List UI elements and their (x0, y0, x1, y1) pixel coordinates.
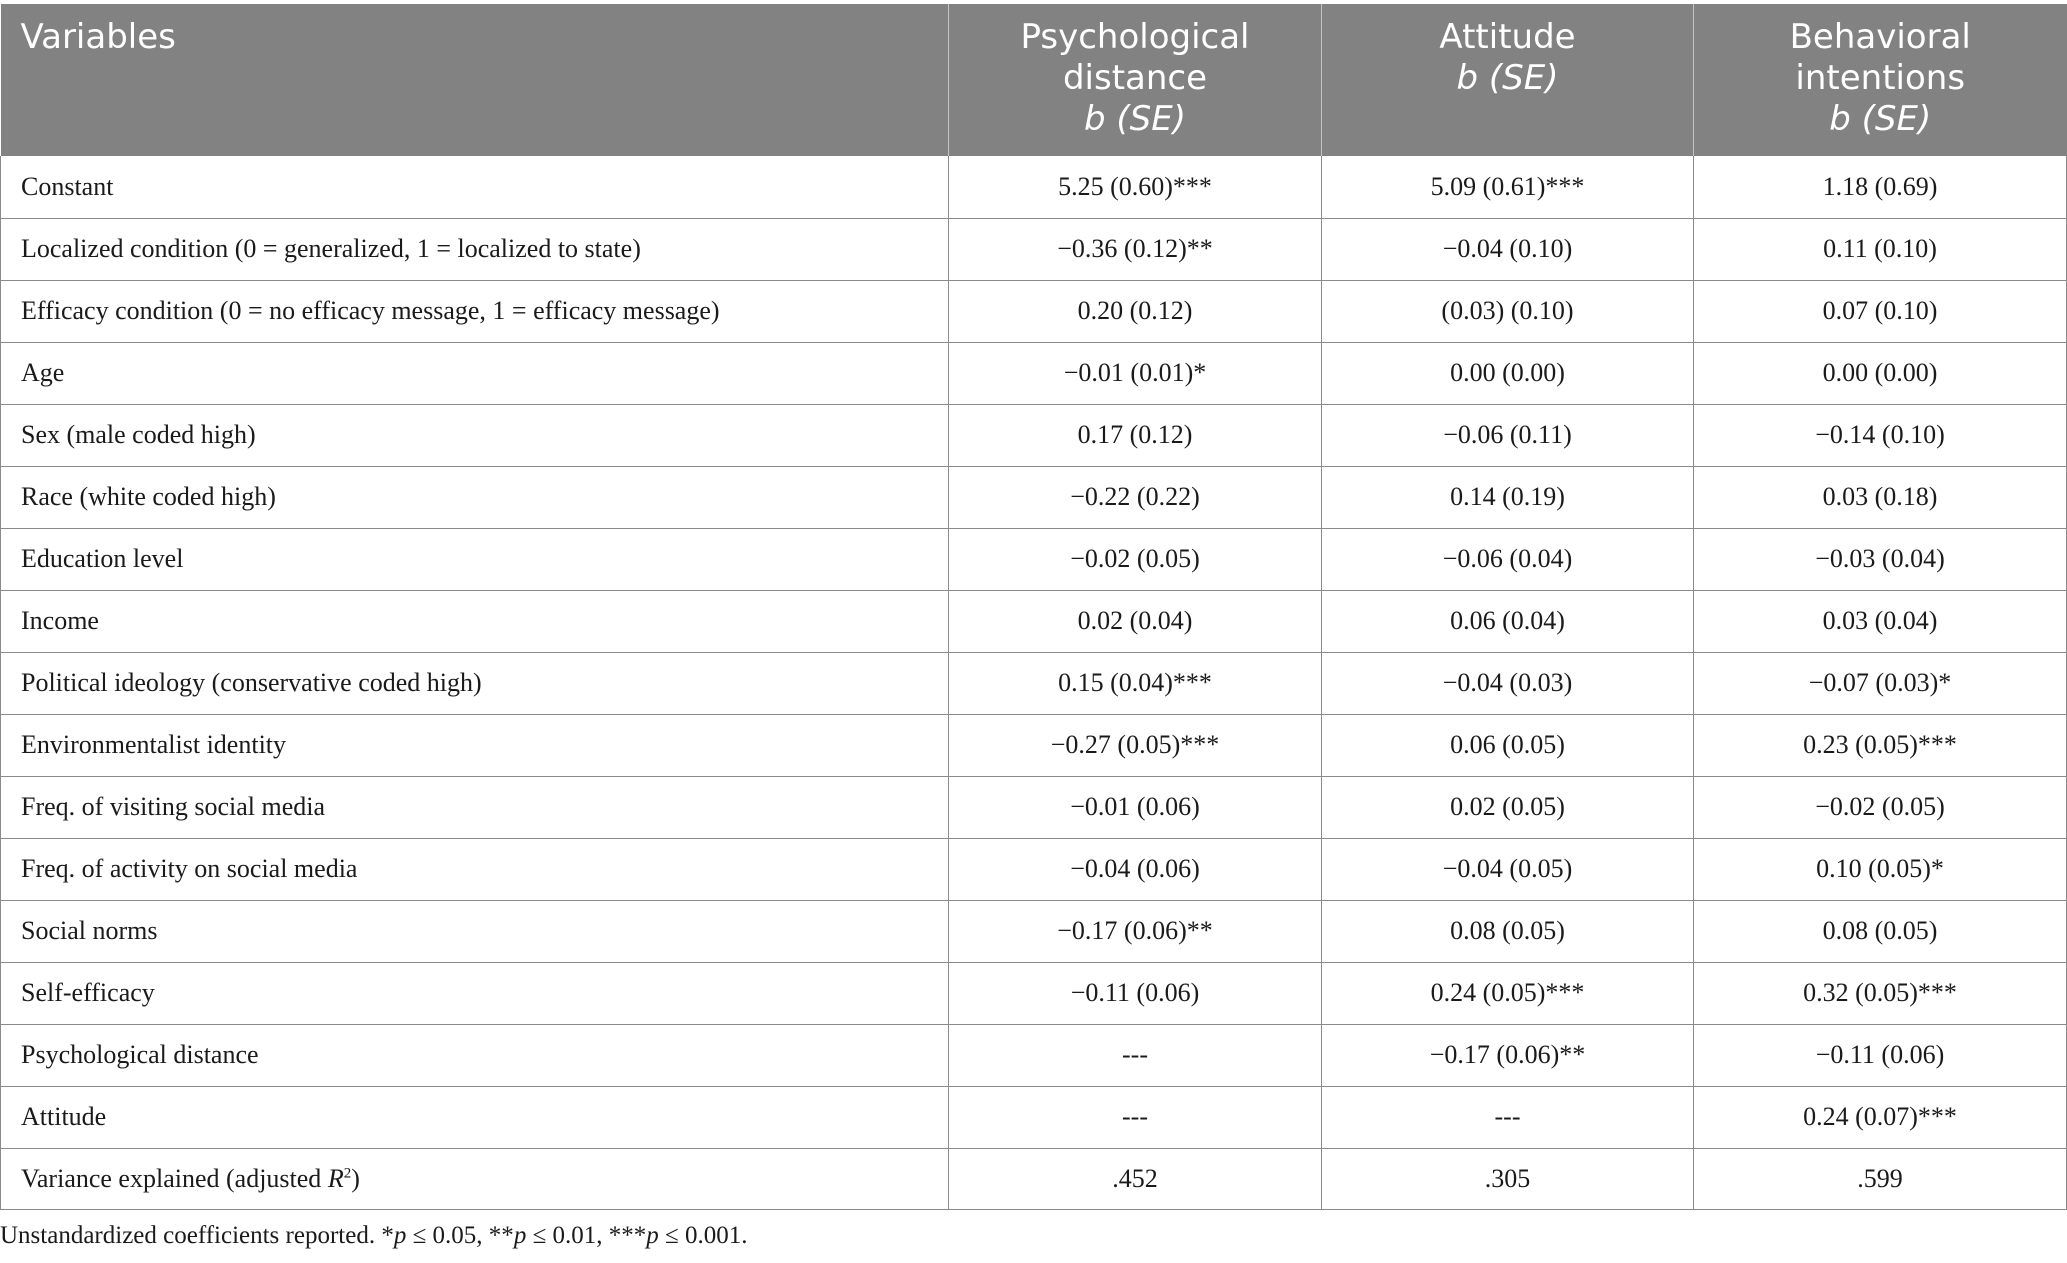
cell-behavioral-intentions: 1.18 (0.69) (1694, 156, 2067, 218)
footnote-text: ≤ 0.05, ** (406, 1222, 514, 1249)
cell-behavioral-intentions: 0.07 (0.10) (1694, 280, 2067, 342)
row-label: Race (white coded high) (1, 466, 949, 528)
table-row (1, 900, 2067, 962)
cell-psychological-distance: −0.01 (0.06) (949, 776, 1322, 838)
cell-attitude: −0.04 (0.05) (1322, 838, 1694, 900)
header-col-stat: b (SE) (1084, 99, 1186, 139)
cell-behavioral-intentions: 0.03 (0.04) (1694, 590, 2067, 652)
cell-attitude: .305 (1322, 1148, 1694, 1209)
cell-attitude: −0.17 (0.06)** (1322, 1024, 1694, 1086)
cell-behavioral-intentions: 0.03 (0.18) (1694, 466, 2067, 528)
cell-attitude: 0.06 (0.05) (1322, 714, 1694, 776)
table-row (1, 466, 2067, 528)
header-attitude (1322, 4, 1694, 156)
row-label: Sex (male coded high) (1, 404, 949, 466)
label-suffix: ) (351, 1163, 360, 1193)
label-r: R (327, 1163, 344, 1193)
table-footnote (0, 1222, 748, 1250)
row-label: Localized condition (0 = generalized, 1 = localized to state) (1, 218, 949, 280)
cell-attitude: −0.04 (0.03) (1322, 652, 1694, 714)
table-row (1, 652, 2067, 714)
row-label: Freq. of activity on social media (1, 838, 949, 900)
table-row (1, 218, 2067, 280)
cell-behavioral-intentions: 0.00 (0.00) (1694, 342, 2067, 404)
cell-attitude: 0.00 (0.00) (1322, 342, 1694, 404)
cell-psychological-distance: .452 (949, 1148, 1322, 1209)
cell-psychological-distance: −0.22 (0.22) (949, 466, 1322, 528)
table-row (1, 404, 2067, 466)
table-row (1, 156, 2067, 218)
cell-attitude: 0.24 (0.05)*** (1322, 962, 1694, 1024)
table-row (1, 962, 2067, 1024)
row-label: Social norms (1, 900, 949, 962)
cell-psychological-distance: −0.02 (0.05) (949, 528, 1322, 590)
row-label: Self-efficacy (1, 962, 949, 1024)
cell-behavioral-intentions: 0.08 (0.05) (1694, 900, 2067, 962)
header-col-name: Behavioral intentions (1789, 17, 1971, 98)
footnote-text: ≤ 0.001. (658, 1222, 748, 1249)
cell-psychological-distance: 5.25 (0.60)*** (949, 156, 1322, 218)
cell-psychological-distance: −0.36 (0.12)** (949, 218, 1322, 280)
table-row (1, 1086, 2067, 1148)
cell-psychological-distance: --- (949, 1086, 1322, 1148)
cell-attitude: 0.14 (0.19) (1322, 466, 1694, 528)
footnote-text: ≤ 0.01, *** (526, 1222, 647, 1249)
cell-psychological-distance: --- (949, 1024, 1322, 1086)
row-label: Age (1, 342, 949, 404)
footnote-p: p (513, 1222, 527, 1249)
cell-psychological-distance: −0.11 (0.06) (949, 962, 1322, 1024)
cell-behavioral-intentions: −0.11 (0.06) (1694, 1024, 2067, 1086)
cell-behavioral-intentions: −0.14 (0.10) (1694, 404, 2067, 466)
cell-psychological-distance: 0.02 (0.04) (949, 590, 1322, 652)
footnote-p: p (646, 1222, 659, 1249)
table-row (1, 590, 2067, 652)
cell-psychological-distance: −0.27 (0.05)*** (949, 714, 1322, 776)
row-label: Efficacy condition (0 = no efficacy message, 1 = efficacy message) (1, 280, 949, 342)
table-row (1, 342, 2067, 404)
cell-psychological-distance: 0.17 (0.12) (949, 404, 1322, 466)
cell-psychological-distance: 0.20 (0.12) (949, 280, 1322, 342)
footnote-intro: Unstandardized coefficients reported. * (0, 1222, 394, 1249)
footnote-p: p (393, 1222, 407, 1249)
cell-attitude: 0.08 (0.05) (1322, 900, 1694, 962)
cell-attitude: −0.04 (0.10) (1322, 218, 1694, 280)
header-behavioral-intentions (1694, 4, 2067, 156)
regression-table (0, 4, 2066, 1210)
table-row (1, 528, 2067, 590)
table-row-variance-explained (1, 1148, 2067, 1209)
cell-psychological-distance: −0.17 (0.06)** (949, 900, 1322, 962)
cell-attitude: 5.09 (0.61)*** (1322, 156, 1694, 218)
header-col-stat: b (SE) (1829, 99, 1932, 139)
row-label: Attitude (1, 1086, 949, 1148)
cell-behavioral-intentions: 0.10 (0.05)* (1694, 838, 2067, 900)
row-label (1, 1148, 949, 1209)
header-variables: Variables (1, 4, 949, 156)
cell-attitude: −0.06 (0.11) (1322, 404, 1694, 466)
header-col-name: Psychological distance (1020, 17, 1250, 98)
row-label: Education level (1, 528, 949, 590)
table-row (1, 714, 2067, 776)
row-label: Political ideology (conservative coded high) (1, 652, 949, 714)
label-prefix: Variance explained (adjusted (21, 1163, 328, 1193)
row-label: Income (1, 590, 949, 652)
cell-behavioral-intentions: .599 (1694, 1148, 2067, 1209)
table-row (1, 1024, 2067, 1086)
cell-attitude: (0.03) (0.10) (1322, 280, 1694, 342)
cell-attitude: 0.02 (0.05) (1322, 776, 1694, 838)
cell-behavioral-intentions: 0.11 (0.10) (1694, 218, 2067, 280)
header-col-name: Attitude (1439, 17, 1576, 57)
table-row (1, 280, 2067, 342)
row-label: Environmentalist identity (1, 714, 949, 776)
cell-behavioral-intentions: −0.02 (0.05) (1694, 776, 2067, 838)
cell-psychological-distance: −0.01 (0.01)* (949, 342, 1322, 404)
table-body (1, 156, 2067, 1209)
table-header (1, 4, 2067, 156)
cell-behavioral-intentions: −0.07 (0.03)* (1694, 652, 2067, 714)
cell-psychological-distance: −0.04 (0.06) (949, 838, 1322, 900)
row-label: Freq. of visiting social media (1, 776, 949, 838)
cell-behavioral-intentions: 0.23 (0.05)*** (1694, 714, 2067, 776)
cell-attitude: --- (1322, 1086, 1694, 1148)
cell-behavioral-intentions: −0.03 (0.04) (1694, 528, 2067, 590)
results-table (0, 4, 2067, 1210)
header-col-stat: b (SE) (1456, 58, 1559, 98)
cell-behavioral-intentions: 0.32 (0.05)*** (1694, 962, 2067, 1024)
row-label: Constant (1, 156, 949, 218)
cell-psychological-distance: 0.15 (0.04)*** (949, 652, 1322, 714)
table-row (1, 838, 2067, 900)
row-label: Psychological distance (1, 1024, 949, 1086)
label-superscript: 2 (343, 1164, 352, 1181)
cell-attitude: 0.06 (0.04) (1322, 590, 1694, 652)
table-row (1, 776, 2067, 838)
cell-attitude: −0.06 (0.04) (1322, 528, 1694, 590)
cell-behavioral-intentions: 0.24 (0.07)*** (1694, 1086, 2067, 1148)
header-psychological-distance (949, 4, 1322, 156)
